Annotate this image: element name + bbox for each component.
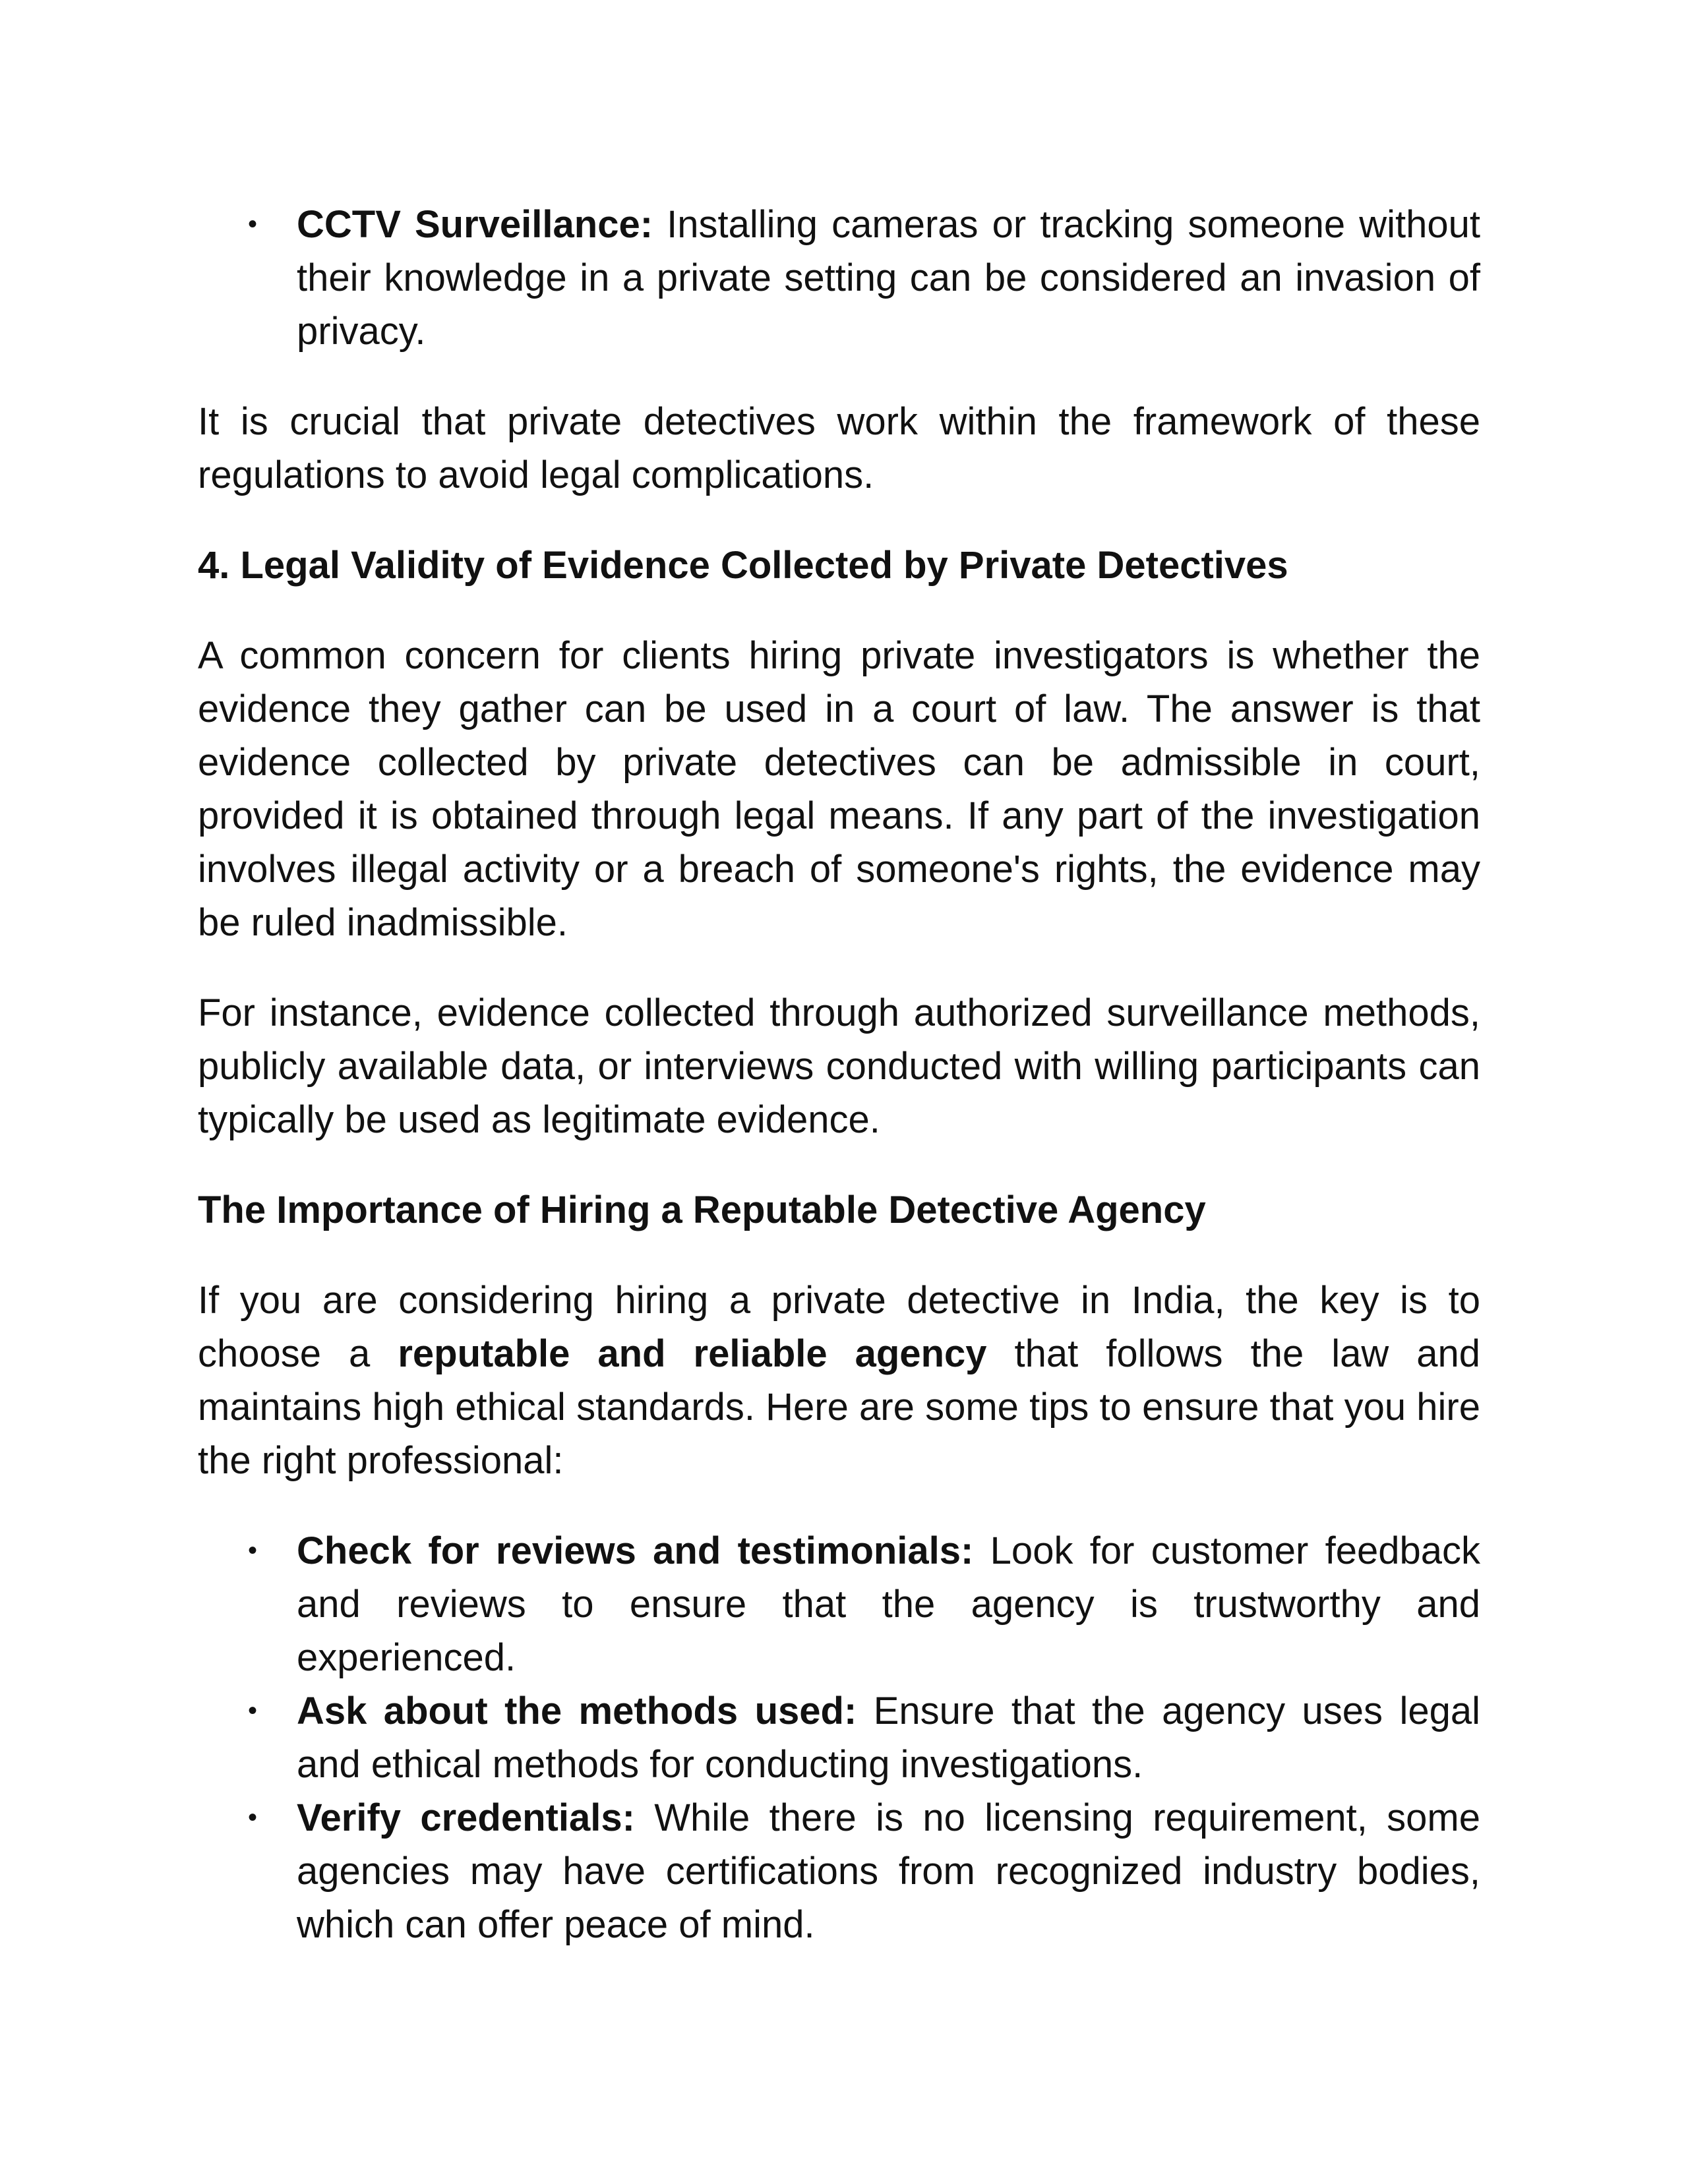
paragraph-considering bbox=[198, 1274, 1480, 1487]
document-page bbox=[198, 198, 1480, 1951]
paragraph-for-instance: For instance, evidence collected through authorized surveillance methods, publicly available data, or interviews conducted with willing participants can typically be used as legitimate evidence. bbox=[198, 991, 1480, 1141]
bullet-term: Verify credentials: bbox=[297, 1796, 635, 1839]
bullet-list-surveillance bbox=[198, 198, 1480, 358]
bullet-term: CCTV Surveillance: bbox=[297, 203, 653, 246]
bullet-dot: • bbox=[248, 1696, 258, 1725]
bullet-dot: • bbox=[248, 210, 258, 239]
bullet-text: Installing cameras or tracking someone without their knowledge in a private setting can be considered an invasion of privacy. bbox=[297, 203, 1480, 353]
bullet-item-cctv bbox=[198, 198, 1480, 358]
section-heading-importance: The Importance of Hiring a Reputable Detective Agency bbox=[198, 1189, 1206, 1231]
bullet-dot: • bbox=[248, 1536, 258, 1565]
bullet-list-tips bbox=[198, 1524, 1480, 1951]
paragraph-text-after: that follows the law and maintains high ethical standards. Here are some tips to ensure that you hire the right professional: bbox=[198, 1332, 1481, 1482]
bullet-term: Check for reviews and testimonials: bbox=[297, 1529, 974, 1572]
section-heading-legal-validity: 4. Legal Validity of Evidence Collected by Private Detectives bbox=[198, 544, 1288, 587]
bullet-text: Look for customer feedback and reviews to ensure that the agency is trustworthy and experienced. bbox=[297, 1529, 1480, 1679]
bullet-dot: • bbox=[248, 1803, 258, 1832]
paragraph-framework: It is crucial that private detectives work within the framework of these regulations to avoid legal complications. bbox=[198, 400, 1480, 496]
paragraph-text-before: If you are considering hiring a private detective in India, the key is to choose a bbox=[198, 1279, 1480, 1375]
bullet-item-credentials bbox=[198, 1791, 1480, 1951]
bullet-text: While there is no licensing requirement, some agencies may have certifications from recognized industry bodies, which can offer peace of mind. bbox=[297, 1796, 1480, 1946]
paragraph-common-concern: A common concern for clients hiring private investigators is whether the evidence they gather can be used in a court of law. The answer is that evidence collected by private detectives can be admissible in court, provided it is obtained through legal means. If any part of the investigation involves illegal activity or a breach of someone's rights, the evidence may be ruled inadmissible. bbox=[198, 634, 1480, 944]
bullet-item-reviews bbox=[198, 1524, 1480, 1684]
bullet-term: Ask about the methods used: bbox=[297, 1690, 857, 1732]
paragraph-bold-phrase: reputable and reliable agency bbox=[398, 1332, 987, 1375]
bullet-item-methods bbox=[198, 1684, 1480, 1791]
bullet-text: Ensure that the agency uses legal and ethical methods for conducting investigations. bbox=[297, 1690, 1480, 1786]
